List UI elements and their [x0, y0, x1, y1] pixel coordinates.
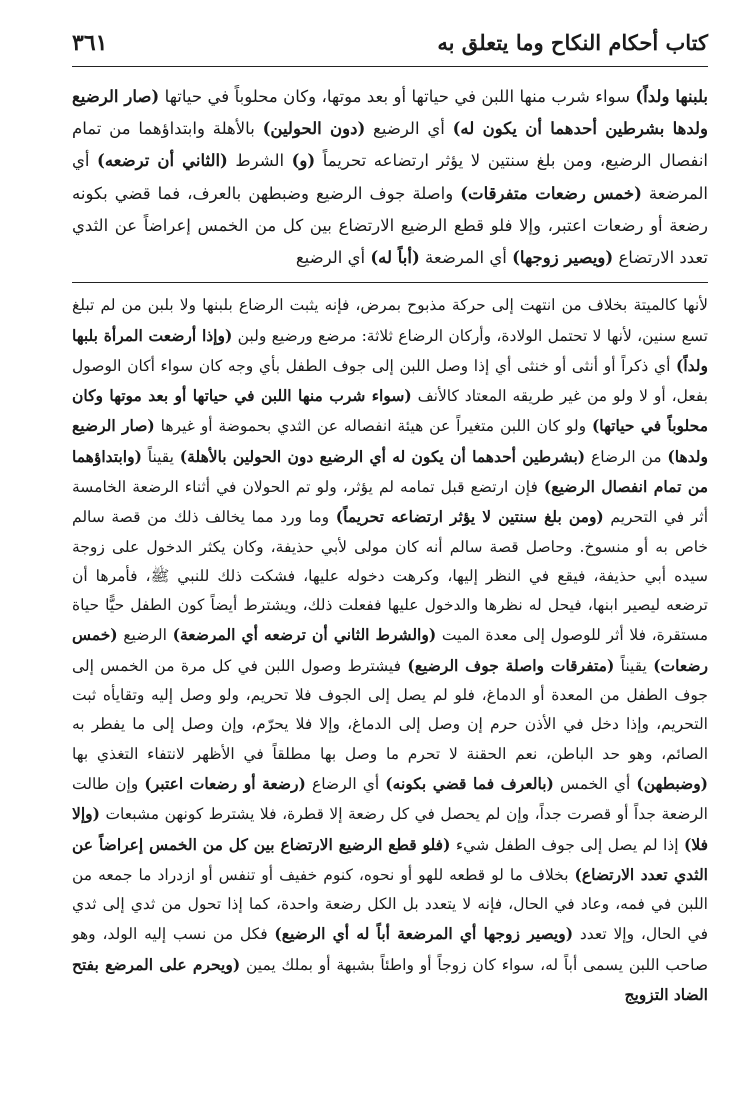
commentary-segment: فيشترط وصول اللبن في كل مرة من الخمس إلى جوف الطفل من المعدة أو الدماغ، فلو لم يصل إلى الجوف فلا تحريم، ولو وصل إليه وتقايأه ثبت التحريم، وإذا دخل في الأذن حرم إن وصل إلى الدماغ، وإلا فلا يحرّم، وإن وصل إلى ما يفطر به الصائم، وهو حد الباطن، نعم الحقنة لا تحرم ما وصل بها مطلقاً في الأظهر لانتفاء التغذي بها [72, 656, 708, 763]
commentary-matn-segment: (رضعة أو رضعات اعتبر) [144, 773, 306, 793]
running-title: كتاب أحكام النكاح وما يتعلق به [437, 30, 708, 55]
main-text-matn-segment: (الثاني أن ترضعه) [97, 151, 228, 171]
commentary-segment: أي الخمس [553, 774, 637, 793]
commentary-matn-segment: (سواء شرب منها اللبن في حياتها أو بعد موتها وكان محلوباً في حياتها) [72, 386, 708, 436]
commentary-segment: فكل من نسب إليه الولد، وهو صاحب اللبن يسمى أباً له، سواء كان زوجاً أو واطئاً بشبهة أو بملك يمين [72, 925, 708, 974]
commentary-segment: فإن ارتضع قبل تمامه لم يؤثر، ولو تم الحولان في أثناء الرضعة الخامسة أثر في التحريم [72, 478, 708, 527]
commentary-segment: من الرضاع [585, 447, 668, 466]
commentary-matn-segment: (ومن بلغ سنتين لا يؤثر ارتضاعه تحريماً) [335, 507, 604, 527]
main-text-matn-segment: (خمس رضعات متفرقات) [460, 183, 642, 203]
main-text-segment: أي الرضيع [295, 248, 371, 268]
main-text-segment: سواء شرب منها اللبن في حياتها أو بعد موتها، وكان محلوباً في حياتها [159, 87, 636, 106]
commentary-segment: أي ذكراً أو أنثى أو خنثى أي إذا وصل اللبن إلى جوف الطفل بأي وجه كان سواء أكان الوصول بفعل، أو لا ولو من غير طريقه المعتاد كالأنف [72, 356, 708, 406]
main-text-segment: بالأهلة وابتداؤهما من تمام انفصال الرضيع، ومن بلغ سنتين لا يؤثر ارتضاعه تحريماً [72, 119, 709, 171]
commentary-matn-segment: (وإلا فلا) [72, 804, 708, 854]
commentary-matn-segment: (خمس رضعات) [72, 625, 708, 675]
commentary-matn-segment: (متفرقات واصلة جوف الرضيع) [407, 655, 615, 675]
main-text-segment: أي المرضعة [72, 151, 709, 203]
commentary-matn-segment: (صار الرضيع ولدها) [72, 416, 708, 466]
footnote-separator [72, 282, 708, 283]
main-text-segment: واصلة جوف الرضيع وضبطهن بالعرف، فما قضي بكونه رضعة أو رضعات اعتبر، وإلا فلو قطع الرضيع الارتضاع بين كل من الخمس إعراضاً عن الثدي تعدد الارتضاع [72, 183, 708, 268]
main-text-segment: أي المرضعة [419, 248, 513, 268]
main-text-matn-segment: (و) [291, 151, 316, 171]
commentary-segment: لأنها كالميتة بخلاف من انتهت إلى حركة مذبوح بمرض، فإنه يثبت الرضاع بلبنها ولا بلبن من لم تبلغ تسع سنين، لأنها لا تحتمل الولادة، وأركان الرضاع ثلاثة: مرضع ورضيع ولبن [72, 296, 708, 345]
commentary-segment: يقيناً [614, 656, 654, 675]
main-text-segment: الشرط [227, 151, 292, 171]
commentary-segment: بخلاف ما لو قطعه للهو أو نحوه، كنوم خفيف أو تنفس أو ازدراد ما جمعه من اللبن في فمه، وعاد في الحال، فإنه لا يتعدد بل الكل رضعة واحدة، كما إذا تحول من ثدي إلى ثدي في الحال، وإلا تعدد [72, 865, 708, 944]
page-number: ٣٦١ [72, 30, 108, 56]
main-text-matn-segment: (ويصير زوجها) [512, 248, 614, 268]
commentary-matn-segment: (وابتداؤهما من تمام انفصال الرضيع) [72, 446, 709, 496]
book-page [72, 30, 708, 1010]
commentary-segment: الرضيع [117, 626, 173, 645]
page-header [72, 30, 708, 67]
commentary-text [72, 291, 708, 1010]
commentary-segment: وما ورد مما يخالف ذلك من قصة سالم خاص به أو منسوخ. وحاصل قصة سالم أنه كان مولى لأبي حذيفة، وكان يكثر الدخول على زوجة سيده أبي حذيفة، فيقع في النظر إليها، وكرهت دخوله عليها، فشكت ذلك للنبي ﷺ، فأمرها أن ترضعه ليصير ابنها، فيحل له نظرها والدخول عليها ففعلت ذلك، ويشترط أيضاً كون الطفل حيًّا حياة مستقرة، فلا أثر للوصول إلى معدة الميت [72, 508, 708, 645]
commentary-matn-segment: (بشرطين أحدهما أن يكون له أي الرضيع دون الحولين بالأهلة) [179, 446, 586, 466]
commentary-matn-segment: (بالعرف فما قضي بكونه) [385, 773, 554, 793]
main-text-matn-segment: بلبنها ولداً) [635, 87, 708, 106]
commentary-segment: إذا لم يصل إلى جوف الطفل شيء [450, 835, 684, 854]
commentary-matn-segment: (وإذا أرضعت المرأة بلبها ولداً) [72, 325, 708, 375]
commentary-matn-segment: (وضبطهن) [636, 773, 709, 793]
commentary-matn-segment: (فلو قطع الرضيع الارتضاع بين كل من الخمس إعراضاً عن الثدي تعدد الارتضاع) [72, 834, 708, 884]
commentary-segment: يقيناً [141, 447, 180, 466]
main-text-segment: أي الرضيع [365, 119, 453, 139]
commentary-matn-segment: (ويحرم على المرضع بفتح الضاد التزويج [72, 954, 708, 1005]
commentary-segment: ولو كان اللبن متغيراً عن هيئة انفصاله عن الثدي بحموضة أو غيرها [154, 417, 592, 436]
commentary-matn-segment: (والشرط الثاني أن ترضعه أي المرضعة) [172, 625, 437, 645]
commentary-segment: أي الرضاع [305, 774, 386, 793]
main-text [72, 81, 708, 274]
main-text-matn-segment: (دون الحولين) [262, 119, 366, 139]
main-text-matn-segment: (أباً له) [370, 248, 420, 268]
main-text-matn-segment: (صار الرضيع ولدها بشرطين أحدهما أن يكون له) [72, 87, 708, 139]
commentary-segment: وإن طالت الرضعة جداً أو قصرت جداً، وإن لم يحصل في كل رضعة إلا قطرة، فلا يشترط كونهن مشبعات [72, 774, 708, 824]
commentary-matn-segment: (ويصير زوجها أي المرضعة أباً له أي الرضيع) [274, 924, 574, 944]
